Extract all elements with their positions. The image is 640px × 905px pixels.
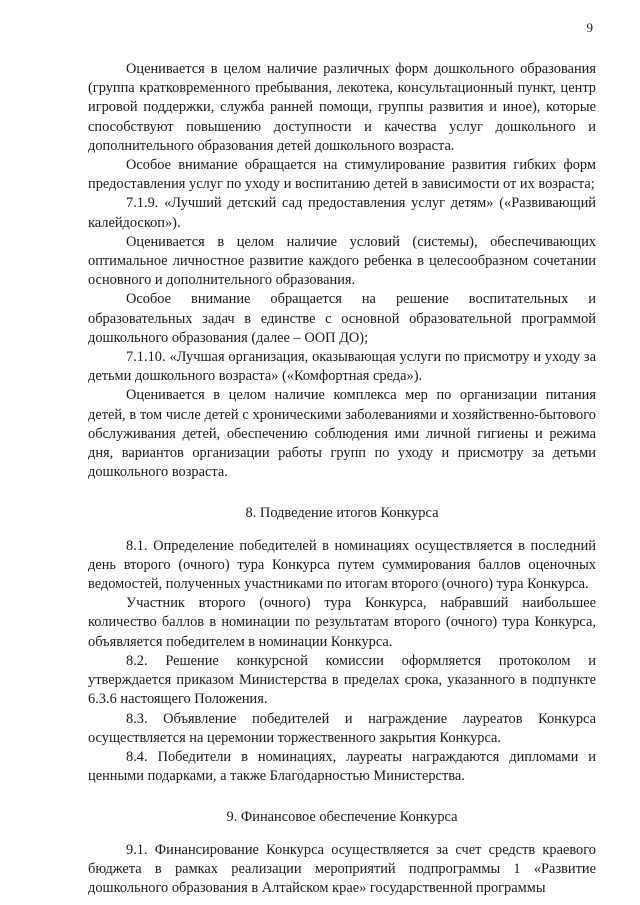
section-gap: [88, 524, 596, 537]
paragraph-8-1: 8.1. Определение победителей в номинациях осуществляется в последний день второго (очного) тура Конкурса путем суммирования баллов оценочных ведомостей, полученных участниками по итогам второго (очного) тура Конкурса.: [88, 537, 596, 593]
paragraph-8-1-winner: Участник второго (очного) тура Конкурса, набравший наибольшее количество баллов в номинации по результатам второго (очного) тура Конкурса, объявляется победителем в номинации Конкурса.: [88, 595, 596, 650]
section-gap: [88, 786, 596, 808]
paragraph-flexible-forms: Особое внимание обращается на стимулирование развития гибких форм предоставления услуг по уходу и воспитанию детей в зависимости от их возраста;: [88, 157, 596, 193]
paragraph-8-3: 8.3. Объявление победителей и награждение лауреатов Конкурса осуществляется на церемонии торжественного закрытия Конкурса.: [88, 710, 596, 746]
page-number: 9: [586, 20, 593, 35]
paragraph-8-4: 8.4. Победители в номинациях, лауреаты награждаются дипломами и ценными подарками, а также Благодарностью Министерства.: [88, 748, 596, 785]
paragraph-forms-of-education: Оценивается в целом наличие различных форм дошкольного образования (группа кратковременного пребывания, лекотека, консультационный пункт, центр игровой поддержки, служба ранней помощи, группы развития и иное), которые способствуют повышению доступности и качества услуг дошкольного и дополнительного образования детей дошкольного возраста.: [88, 61, 596, 154]
document-body: [88, 60, 596, 898]
section-gap: [88, 482, 596, 504]
section-gap: [88, 828, 596, 841]
section-heading-financing: 9. Финансовое обеспечение Конкурса: [226, 809, 458, 826]
paragraph-conditions-system: Оценивается в целом наличие условий (системы), обеспечивающих оптимальное личностное развитие каждого ребенка в целесообразном сочетании основного и дополнительного образования.: [88, 233, 596, 289]
paragraph-educational-tasks: Особое внимание обращается на решение воспитательных и образовательных задач в единстве с основной образовательной программой дошкольного образования (далее – ООП ДО);: [88, 291, 596, 346]
section-heading-results: 8. Подведение итогов Конкурса: [245, 505, 439, 522]
paragraph-nomination-7-1-10: 7.1.10. «Лучшая организация, оказывающая услуги по присмотру и уходу за детьми дошкольного возраста» («Комфортная среда»).: [88, 349, 596, 385]
paragraph-nutrition-measures: Оценивается в целом наличие комплекса мер по организации питания детей, в том числе детей с хроническими заболеваниями и хозяйственно-бытового обслуживания детей, обеспечению соблюдения ими личной гигиены и режима дня, вариантов организации работы групп по уходу и присмотру за детьми дошкольного возраста.: [88, 387, 596, 481]
paragraph-nomination-7-1-9: 7.1.9. «Лучший детский сад предоставления услуг детям» («Развивающий калейдоскоп»).: [88, 195, 596, 231]
paragraph-8-2: 8.2. Решение конкурсной комиссии оформляется протоколом и утверждается приказом Министерства в пределах срока, указанного в подпункте 6.3.6 настоящего Положения.: [88, 652, 596, 708]
paragraph-9-1: 9.1. Финансирование Конкурса осуществляется за счет средств краевого бюджета в рамках реализации мероприятий подпрограммы 1 «Развитие дошкольного образования в Алтайском крае» государственной программы: [88, 841, 596, 896]
